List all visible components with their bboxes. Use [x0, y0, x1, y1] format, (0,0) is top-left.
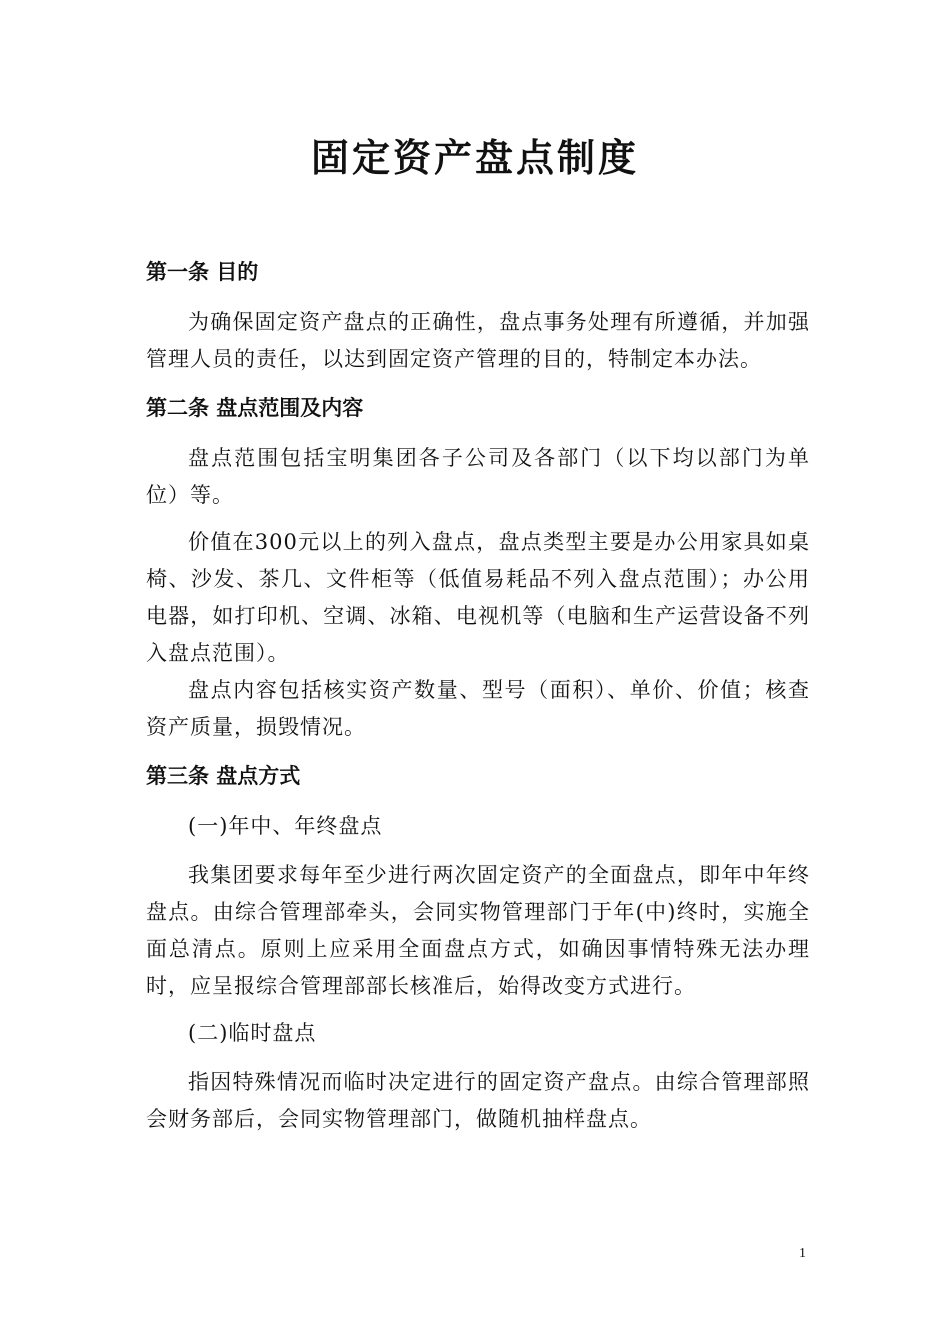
document-body: [146, 252, 810, 1148]
section-purpose: [146, 252, 810, 378]
paragraph: 盘点内容包括核实资产数量、型号（面积）、单价、价值；核查资产质量，损毁情况。: [146, 678, 810, 739]
paragraph: 我集团要求每年至少进行两次固定资产的全面盘点，即年中年终盘点。由综合管理部牵头，会同实物管理部门于年(中)终时，实施全面总清点。原则上应采用全面盘点方式，如确因事情特殊无法办理时，应呈报综合管理部部长核准后，始得改变方式进行。: [146, 863, 810, 998]
paragraph: 价值在300元以上的列入盘点，盘点类型主要是办公用家具如桌椅、沙发、茶几、文件柜等（低值易耗品不列入盘点范围）；办公用电器，如打印机、空调、冰箱、电视机等（电脑和生产运营设备不列入盘点范围）。: [146, 530, 810, 665]
section-heading: 第二条 盘点范围及内容: [146, 395, 364, 420]
section-scope: [146, 388, 810, 746]
document-title: 固定资产盘点制度: [310, 135, 639, 180]
paragraph: 盘点范围包括宝明集团各子公司及各部门（以下均以部门为单位）等。: [146, 446, 810, 507]
subheading: (二)临时盘点: [188, 1021, 317, 1045]
page-number: 1: [799, 1246, 806, 1261]
subheading: (一)年中、年终盘点: [188, 814, 383, 838]
paragraph: 为确保固定资产盘点的正确性，盘点事务处理有所遵循，并加强管理人员的责任，以达到固定资产管理的目的，特制定本办法。: [146, 310, 810, 371]
section-heading: 第一条 目的: [146, 259, 259, 284]
section-method: [146, 756, 810, 1138]
paragraph: 指因特殊情况而临时决定进行的固定资产盘点。由综合管理部照会财务部后，会同实物管理部门，做随机抽样盘点。: [146, 1070, 810, 1131]
section-heading: 第三条 盘点方式: [146, 763, 301, 788]
